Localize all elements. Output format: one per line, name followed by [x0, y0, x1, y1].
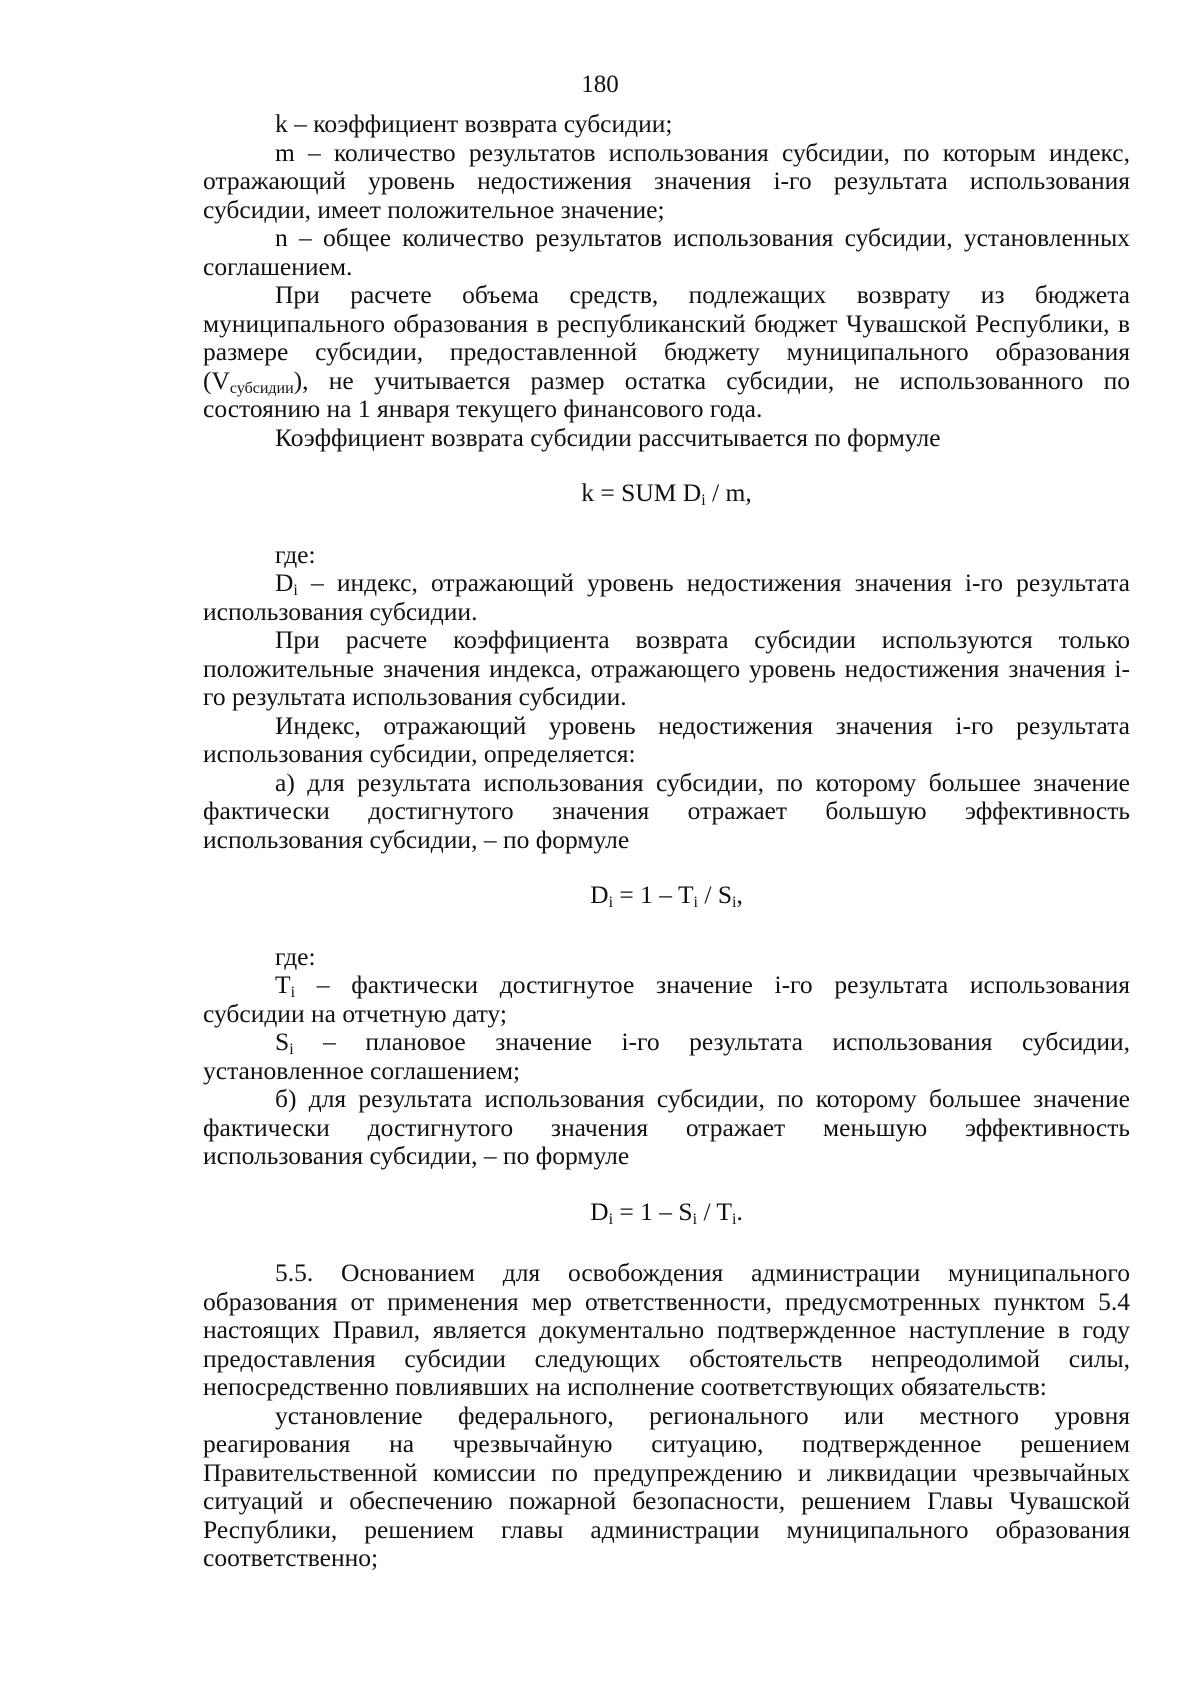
text-run: – плановое значение i-го результата использования субсидии, установленное соглашением; [203, 1027, 1130, 1085]
text-run: T [275, 970, 291, 999]
paragraph-si-definition [203, 1028, 1130, 1085]
paragraph-di-definition [203, 569, 1130, 626]
formula-part: k = SUM D [581, 478, 702, 507]
text-run: При расчете объема средств, подлежащих возврату из бюджета муниципального образования в республиканский бюджет Чувашской Республики, в размере субсидии, предоставленной бюджету муниципального образования (V [203, 280, 1130, 395]
formula-di-a [203, 881, 1130, 910]
formula-part: / S [697, 880, 733, 909]
subscript: i [608, 1210, 614, 1228]
formula-part: = 1 – S [613, 1196, 693, 1226]
paragraph-calculation-volume [203, 281, 1130, 424]
formula-part: D [590, 1196, 609, 1226]
paragraph-index-determined: Индекс, отражающий уровень недостижения значения i-го результата использования субсидии, определяется: [203, 710, 1130, 768]
subscript: i [293, 582, 298, 599]
formula-part: D [590, 880, 609, 909]
subscript: i [290, 984, 296, 1001]
where-label: где: [275, 941, 316, 971]
formula-part: / T [697, 1196, 733, 1226]
paragraph-emergency-response: установление федерального, регионального или местного уровня реагирования на чрезвычайную ситуацию, подтвержденное решением Правительственной комиссии по предупреждению и ликвидации чрезвычайных ситуаций и обеспечению пожарной безопасности, решением Главы Чувашской Республики, решением главы администрации муниципального образования соответственно; [203, 1400, 1130, 1572]
where-label: где: [275, 539, 316, 569]
formula-part: / m, [705, 478, 752, 507]
formula-k [203, 479, 1130, 508]
paragraph-m-definition: m – количество результатов использования субсидии, по которым индекс, отражающий уровень недостижения значения i-го результата использования субсидии, имеет положительное значение; [203, 137, 1130, 224]
paragraph-section-5-5: 5.5. Основанием для освобождения администрации муниципального образования от применения мер ответственности, предусмотренных пунктом 5.4 настоящих Правил, является документально подтвержденное наступление в году предоставления субсидии следующих обстоятельств непреодолимой силы, непосредственно повлиявших на исполнение соответствующих обязательств: [203, 1258, 1130, 1401]
subscript: субсидии [229, 379, 294, 397]
formula-di-b [203, 1198, 1130, 1227]
text-run: – индекс, отражающий уровень недостижения значения i-го результата использования субсидии. [203, 568, 1130, 626]
text-run: D [275, 568, 294, 597]
subscript: i [692, 1210, 698, 1228]
document-body [203, 110, 1130, 1573]
paragraph-n-definition: n – общее количество результатов использования субсидии, установленных соглашением. [203, 223, 1130, 281]
subscript: i [608, 894, 614, 911]
subscript: i [732, 1210, 737, 1228]
text-run: S [275, 1027, 290, 1056]
formula-part: , [736, 880, 743, 909]
text-run: – фактически достигнутое значение i-го результата использования субсидии на отчетную дату; [203, 970, 1130, 1028]
subscript: i [732, 894, 737, 911]
paragraph-ti-definition [203, 971, 1130, 1028]
formula-part: . [736, 1196, 743, 1226]
paragraph-k-definition: k – коэффициент возврата субсидии; [275, 109, 673, 138]
text-run: ), не учитывается размер остатка субсидии, не использованного по состоянию на 1 января текущего финансового года. [203, 365, 1130, 423]
paragraph-positive-values: При расчете коэффициента возврата субсидии используются только положительные значения индекса, отражающего уровень недостижения значения i-го результата использования субсидии. [203, 625, 1130, 711]
page-number: 180 [581, 71, 619, 98]
formula-part: = 1 – T [613, 880, 694, 909]
paragraph-coefficient-intro: Коэффициент возврата субсидии рассчитывается по формуле [275, 422, 941, 452]
paragraph-case-b: б) для результата использования субсидии, по которому большее значение фактически достигнутого значения отражает меньшую эффективность использования субсидии, – по формуле [203, 1084, 1130, 1170]
subscript: i [289, 1041, 294, 1058]
paragraph-case-a: а) для результата использования субсидии, по которому большее значение фактически достигнутого значения отражает большую эффективность использования субсидии, – по формуле [203, 767, 1130, 854]
subscript: i [701, 492, 706, 509]
subscript: i [693, 894, 698, 911]
